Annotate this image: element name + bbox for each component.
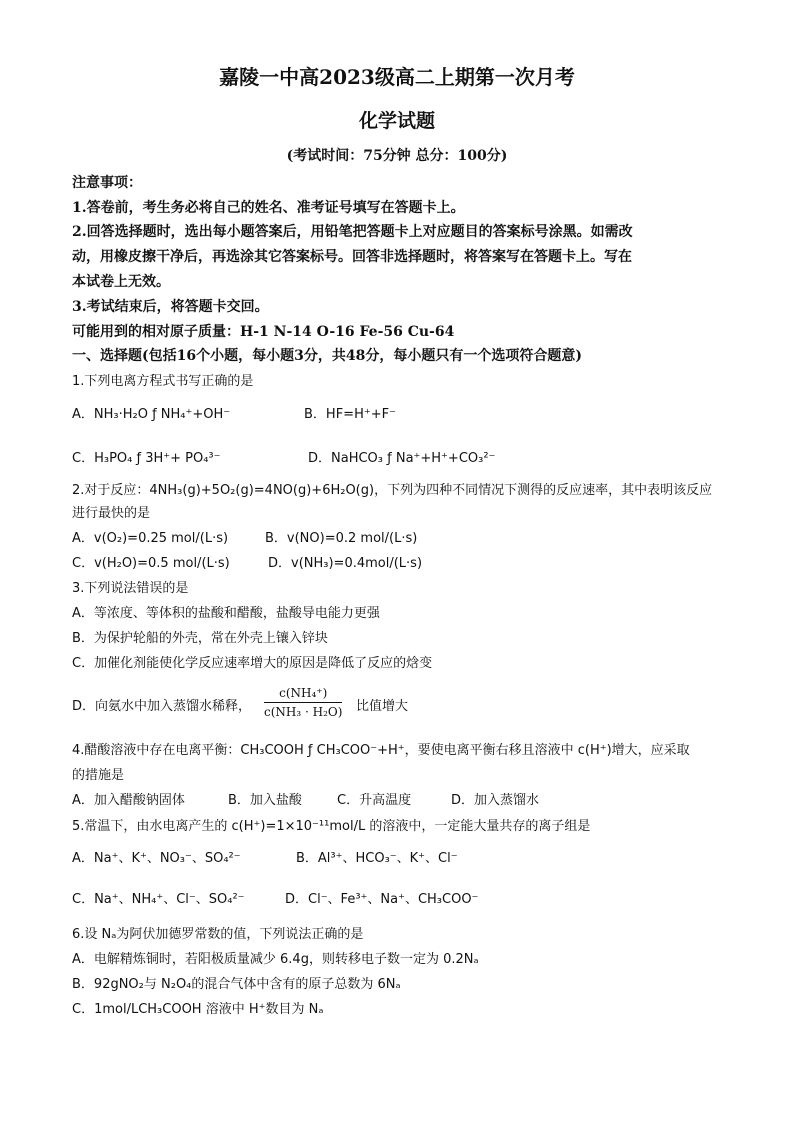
note-item-2-line-3: 本试卷上无效。 bbox=[72, 274, 170, 290]
q3-option-a: A．等浓度、等体积的盐酸和醋酸，盐酸导电能力更强 bbox=[72, 606, 380, 621]
q1-option-c: C．H₃PO₄ ƒ 3H⁺+ PO₄³⁻ bbox=[72, 451, 221, 466]
q3-option-d-prefix: D．向氨水中加入蒸馏水稀释， bbox=[72, 699, 252, 714]
q6-option-b: B．92gNO₂与 N₂O₄的混合气体中含有的原子总数为 6Nₐ bbox=[72, 977, 401, 992]
subject-title: 化学试题 bbox=[358, 110, 435, 132]
q4-option-a: A．加入醋酸钠固体 bbox=[72, 793, 185, 808]
q3-option-d-fraction bbox=[264, 686, 342, 719]
q5-option-d: D．Cl⁻、Fe³⁺、Na⁺、CH₃COO⁻ bbox=[285, 892, 479, 907]
q2-stem-line-2: 进行最快的是 bbox=[72, 506, 151, 521]
q1-option-a: A．NH₃·H₂O ƒ NH₄⁺+OH⁻ bbox=[72, 407, 231, 422]
exam-title: 嘉陵一中高2023级高二上期第一次月考 bbox=[219, 65, 575, 89]
q2-option-c: C．v(H₂O)=0.5 mol/(L·s) bbox=[72, 556, 230, 571]
q3-option-d-suffix: 比值增大 bbox=[356, 699, 409, 714]
note-item-1: 1.答卷前，考生务必将自己的姓名、准考证号填写在答题卡上。 bbox=[72, 200, 465, 216]
q1-stem: 1.下列电离方程式书写正确的是 bbox=[72, 374, 254, 389]
exam-time-info: (考试时间：75分钟 总分：100分) bbox=[286, 148, 508, 164]
q3-option-c: C．加催化剂能使化学反应速率增大的原因是降低了反应的焓变 bbox=[72, 656, 433, 671]
fraction-numerator: c(NH₄⁺) bbox=[264, 686, 342, 703]
q2-option-d: D．v(NH₃)=0.4mol/(L·s) bbox=[268, 556, 423, 571]
fraction-denominator: c(NH₃ · H₂O) bbox=[264, 705, 343, 719]
note-item-3: 3.考试结束后，将答题卡交回。 bbox=[72, 299, 269, 315]
q6-option-c: C．1mol/LCH₃COOH 溶液中 H⁺数目为 Nₐ bbox=[72, 1002, 324, 1017]
q6-stem: 6.设 Nₐ为阿伏加德罗常数的值，下列说法正确的是 bbox=[72, 927, 364, 942]
q1-option-b: B．HF=H⁺+F⁻ bbox=[304, 407, 396, 422]
q5-stem: 5.常温下，由水电离产生的 c(H⁺)=1×10⁻¹¹mol/L 的溶液中，一定能大量共存的离子组是 bbox=[72, 819, 591, 834]
q4-option-b: B．加入盐酸 bbox=[228, 793, 302, 808]
atomic-mass-info: 可能用到的相对原子质量：H-1 N-14 O-16 Fe-56 Cu-64 bbox=[72, 324, 455, 340]
q2-option-b: B．v(NO)=0.2 mol/(L·s) bbox=[265, 531, 418, 546]
q5-option-a: A．Na⁺、K⁺、NO₃⁻、SO₄²⁻ bbox=[72, 851, 241, 866]
q6-option-a: A．电解精炼铜时，若阳极质量减少 6.4g，则转移电子数一定为 0.2Nₐ bbox=[72, 952, 479, 967]
q4-option-d: D．加入蒸馏水 bbox=[451, 793, 540, 808]
q4-stem-line-2: 的措施是 bbox=[72, 768, 125, 783]
q4-stem-line-1: 4.醋酸溶液中存在电离平衡：CH₃COOH ƒ CH₃COO⁻+H⁺，要使电离平衡右移且溶液中 c(H⁺)增大，应采取 bbox=[72, 743, 690, 758]
q3-stem: 3.下列说法错误的是 bbox=[72, 581, 189, 596]
note-item-2-line-2: 动，用橡皮擦干净后，再选涂其它答案标号。回答非选择题时，将答案写在答题卡上。写在 bbox=[72, 249, 632, 265]
notes-heading: 注意事项： bbox=[72, 175, 142, 191]
q2-stem-line-1: 2.对于反应：4NH₃(g)+5O₂(g)=4NO(g)+6H₂O(g)，下列为四种不同情况下测得的反应速率，其中表明该反应 bbox=[72, 483, 713, 498]
section-1-heading: 一、选择题(包括16个小题，每小题3分，共48分，每小题只有一个选项符合题意) bbox=[72, 348, 582, 364]
q3-option-b: B．为保护轮船的外壳，常在外壳上镶入锌块 bbox=[72, 631, 328, 646]
note-item-2-line-1: 2.回答选择题时，选出每小题答案后，用铅笔把答题卡上对应题目的答案标号涂黑。如需改 bbox=[72, 224, 633, 240]
q4-option-c: C．升高温度 bbox=[337, 793, 412, 808]
q2-option-a: A．v(O₂)=0.25 mol/(L·s) bbox=[72, 531, 229, 546]
q5-option-c: C．Na⁺、NH₄⁺、Cl⁻、SO₄²⁻ bbox=[72, 892, 245, 907]
q5-option-b: B．Al³⁺、HCO₃⁻、K⁺、Cl⁻ bbox=[296, 851, 458, 866]
q1-option-d: D．NaHCO₃ ƒ Na⁺+H⁺+CO₃²⁻ bbox=[308, 451, 496, 466]
